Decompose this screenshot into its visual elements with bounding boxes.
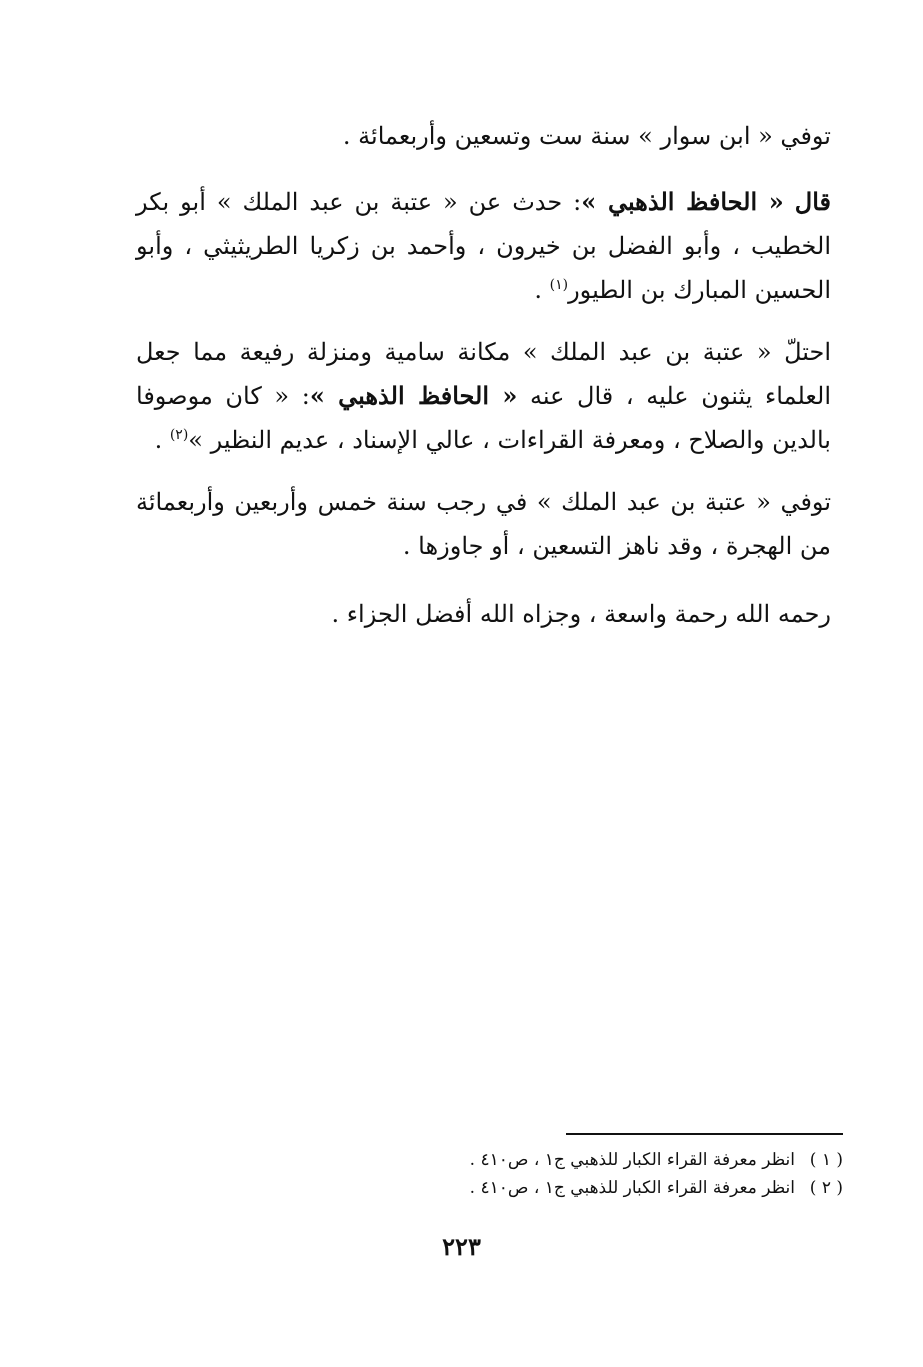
footnote-number: ( ٢ ) bbox=[809, 1178, 843, 1198]
paragraph-prayer bbox=[136, 592, 831, 636]
footnote-text: انظر معرفة القراء الكبار للذهبي ج١ ، ص٤١٠ . bbox=[469, 1150, 795, 1170]
paragraph-death-utba bbox=[136, 480, 831, 568]
footnote-1 bbox=[363, 1146, 843, 1174]
paragraph-death-ibn-sawwar bbox=[136, 114, 831, 158]
footnote-text: انظر معرفة القراء الكبار للذهبي ج١ ، ص٤١٠ . bbox=[469, 1178, 795, 1198]
paragraph-text: احتلّ « عتبة بن عبد الملك » مكانة سامية ومنزلة رفيعة مما جعل العلماء يثنون عليه ، قال عنه bbox=[136, 338, 831, 410]
paragraph-text: : حدث عن « عتبة بن عبد الملك » أبو بكر الخطيب ، وأبو الفضل بن خيرون ، وأحمد بن زكريا الطريثيثي ، وأبو الحسين المبارك بن الطيور bbox=[136, 188, 831, 304]
paragraph-dhahabi-narrators bbox=[136, 180, 831, 312]
paragraph-end: . bbox=[154, 426, 170, 454]
page-number: ٢٢٣ bbox=[442, 1232, 481, 1261]
footnote-ref-2[interactable]: (٢) bbox=[169, 427, 189, 443]
paragraph-lead-word: قال bbox=[794, 187, 831, 216]
footnote-number: ( ١ ) bbox=[809, 1150, 843, 1170]
paragraph-text: توفي « عتبة بن عبد الملك » في رجب سنة خمس وأربعين وأربعمائة من الهجرة ، وقد ناهز التسعين ، أو جاوزها . bbox=[136, 488, 831, 560]
paragraph-quote: : « كان موصوفا بالدين والصلاح ، ومعرفة القراءات ، عالي الإسناد ، عديم النظير » bbox=[136, 382, 831, 454]
paragraph-text: رحمه الله رحمة واسعة ، وجزاه الله أفضل الجزاء . bbox=[331, 600, 831, 628]
footnote-2 bbox=[363, 1174, 843, 1202]
footnote-divider bbox=[566, 1133, 843, 1135]
footnote-ref-1[interactable]: (١) bbox=[549, 277, 569, 293]
dhahabi-name: « الحافظ الذهبي » bbox=[581, 187, 784, 216]
dhahabi-name: « الحافظ الذهبي » bbox=[309, 381, 518, 410]
paragraph-end: . bbox=[534, 276, 550, 304]
paragraph-status-praise bbox=[136, 330, 831, 462]
footnotes bbox=[363, 1146, 843, 1202]
paragraph-text: توفي « ابن سوار » سنة ست وتسعين وأربعمائة . bbox=[342, 122, 831, 150]
